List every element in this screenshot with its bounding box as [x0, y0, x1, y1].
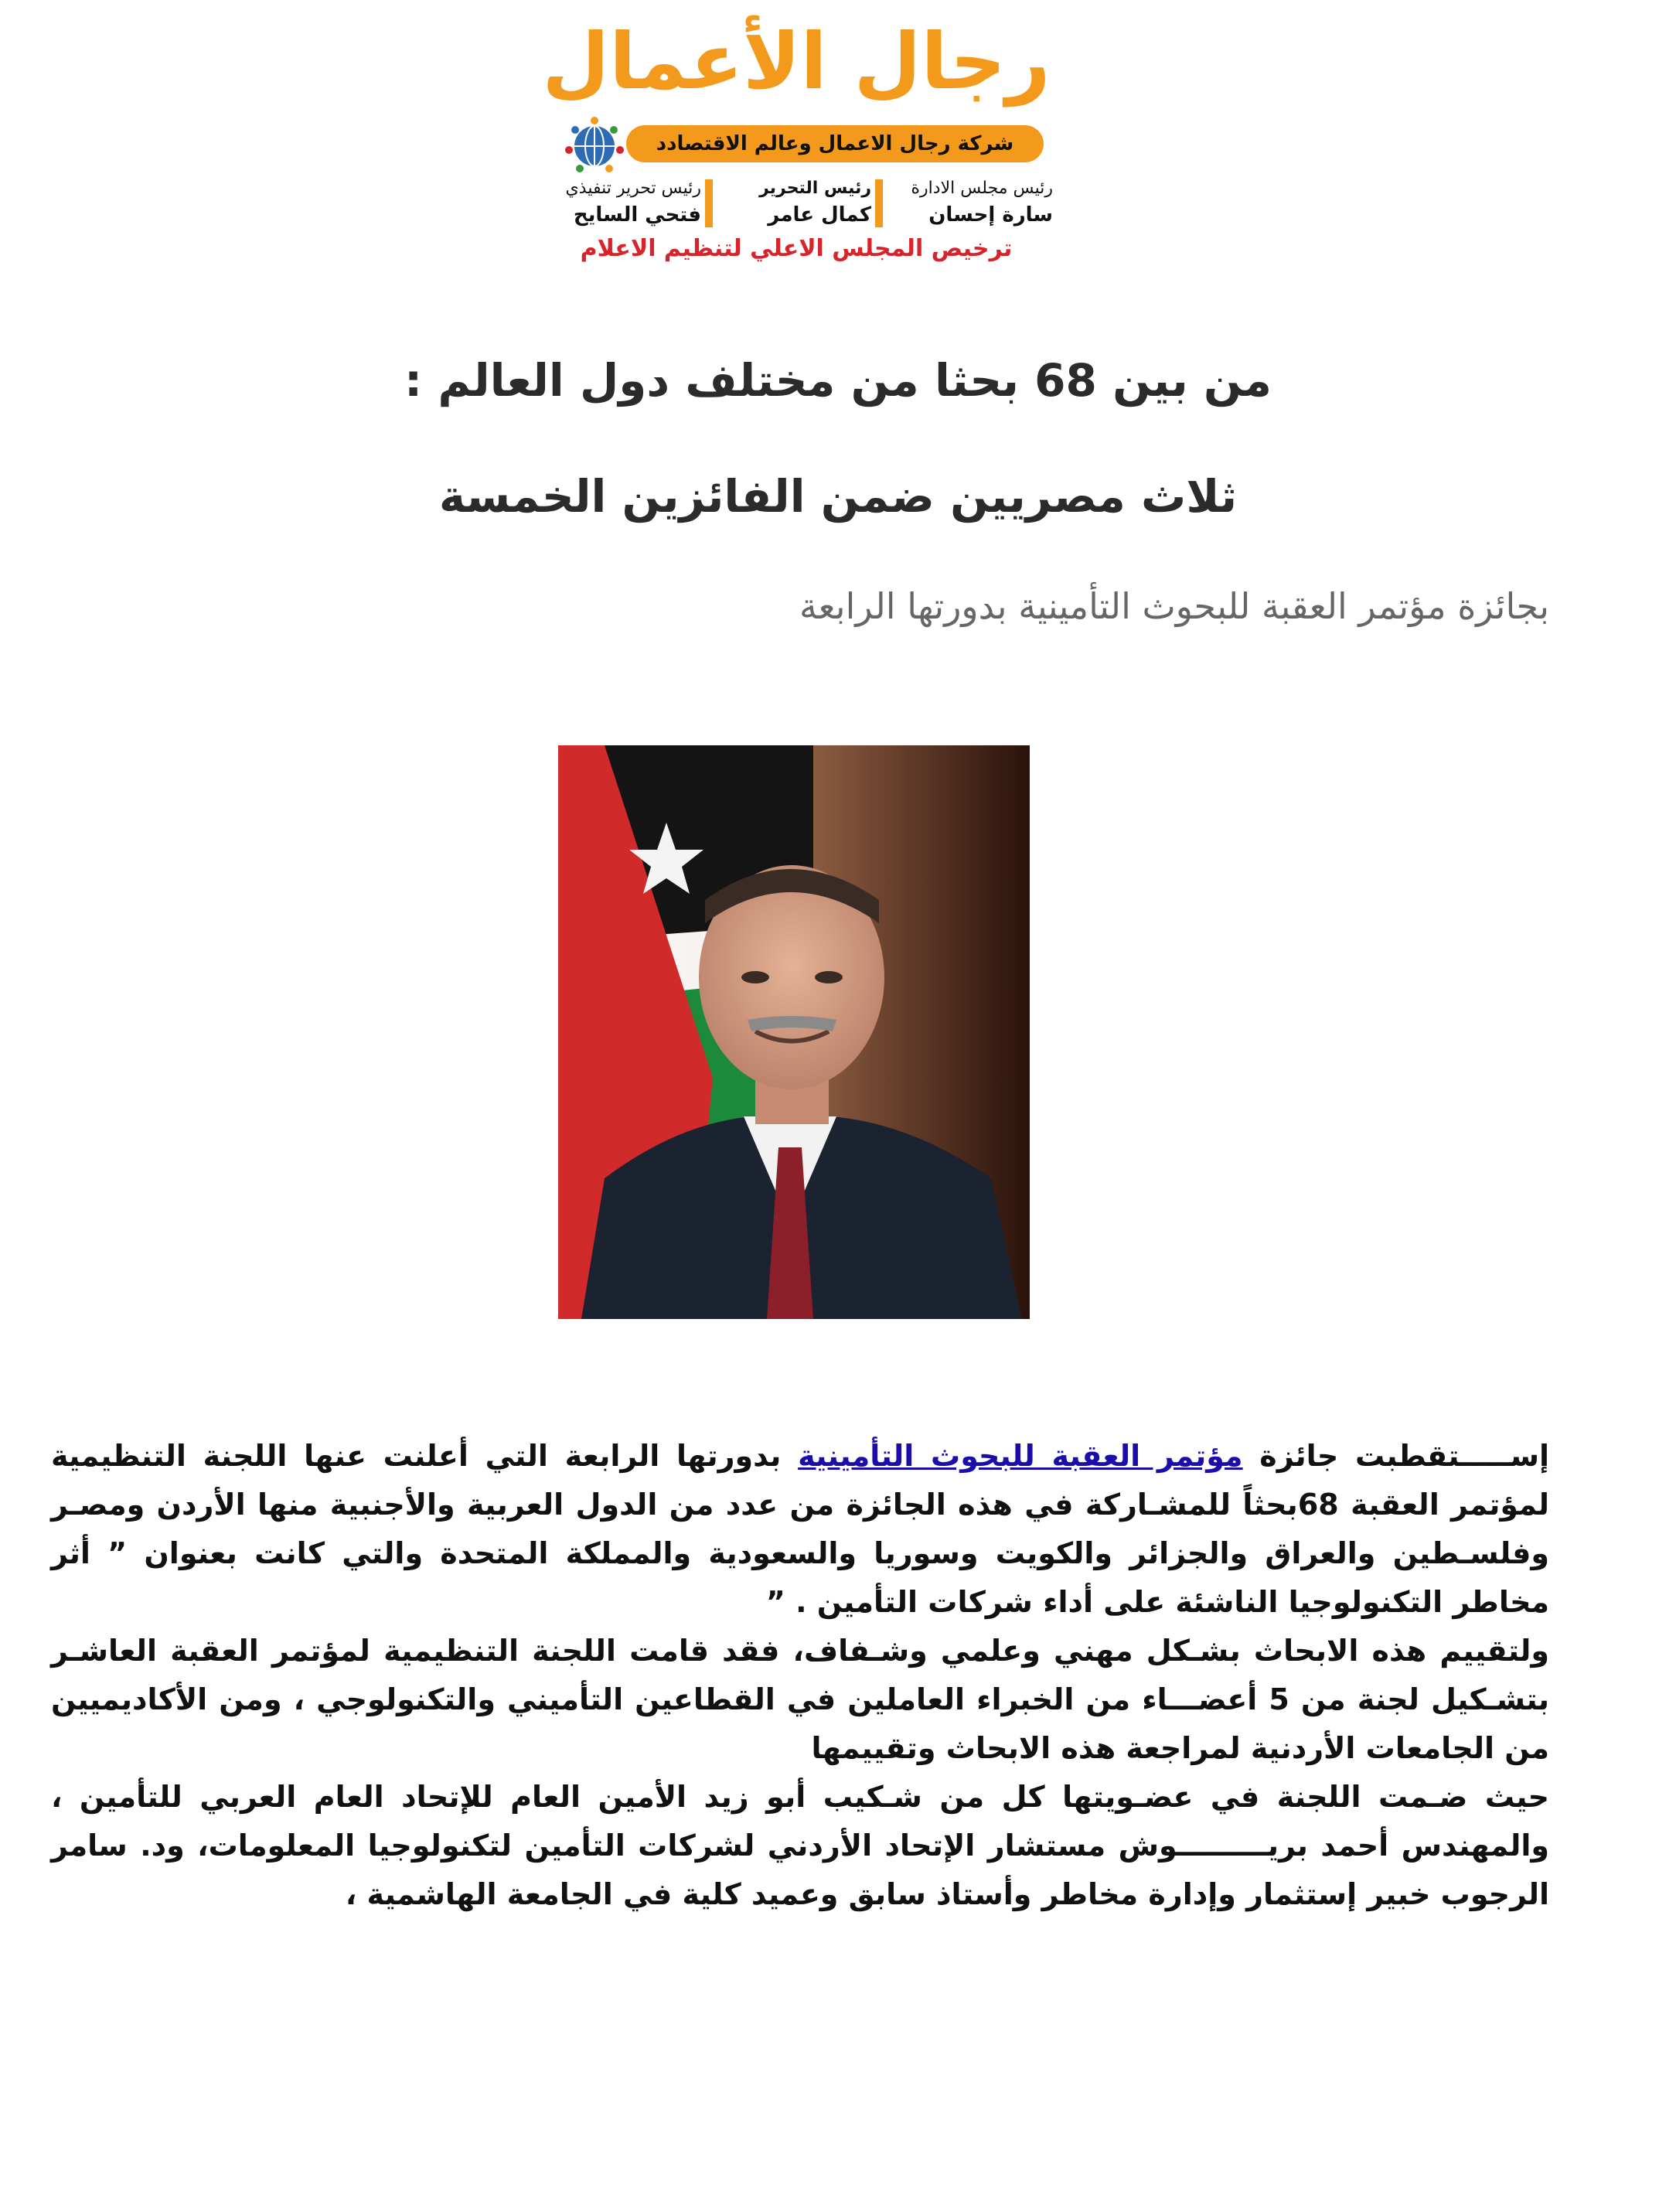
brand-logo-text: رجال الأعمال [542, 16, 1051, 107]
body-paragraph [51, 1432, 1549, 1627]
masthead [533, 15, 1059, 263]
staff-executive-editor [540, 176, 701, 230]
globe-people-icon [563, 114, 626, 178]
staff-divider [875, 179, 883, 227]
headline-line-2: ثلاث مصريين ضمن الفائزين الخمسة [438, 470, 1238, 523]
staff-role: رئيس مجلس الادارة [911, 179, 1053, 198]
conference-link[interactable]: مؤتمر العقبة للبحوث التأمينية [798, 1439, 1243, 1473]
headline-line-1: من بين 68 بحثا من مختلف دول العالم : [404, 354, 1272, 407]
article-body [51, 1432, 1549, 1919]
article-photo [558, 745, 1030, 1319]
staff-name: فتحي السايح [573, 203, 701, 227]
staff-divider [705, 179, 713, 227]
staff-credits [540, 176, 1053, 230]
tagline-banner: شركة رجال الاعمال وعالم الاقتصادد [626, 125, 1044, 162]
body-paragraph: حيث ضـمت اللجنة في عضـويتها كل من شـكيب أبو زيد الأمين العام للإتحاد العام العربي للتأمين ، والمهندس أحمد بريـــــــــوش مستشار الإتحاد الأردني لشركات التأمين لتكنولوجيا المعلومات، ود. سامر الرجوب خبير إستثمار وإدارة مخاطر وأستاذ سابق وعميد كلية في الجامعة الهاشمية ، [51, 1780, 1549, 1911]
subheadline: بجائزة مؤتمر العقبة للبحوث التأمينية بدورتها الرابعة [799, 585, 1549, 627]
staff-role: رئيس تحرير تنفيذي [565, 179, 701, 198]
staff-chairman [887, 176, 1053, 230]
paragraph-text: إســـــتقطبت جائزة [1242, 1439, 1549, 1473]
staff-name: سارة إحسان [928, 203, 1053, 227]
staff-role: رئيس التحرير [759, 179, 871, 198]
license-notice: ترخيص المجلس الاعلي لتنظيم الاعلام [580, 235, 1013, 262]
staff-name: كمال عامر [768, 203, 871, 227]
paragraph-text: بدورتها الرابعة التي أعلنت عنها اللجنة التنظيمية لمؤتمر العقبة 68بحثاً للمشـاركة في هذه الجائزة من عدد من الدول العربية والأجنبية منها الأردن ومصـر وفلسـطين والعراق والجزائر والكويت وسوريا والسعودية والمملكة المتحدة والتي كانت بعنوان ” أثر مخاطر التكنولوجيا الناشئة على أداء شركات التأمين . ” [51, 1439, 1549, 1619]
body-paragraph: ولتقييم هذه الابحاث بشـكل مهني وعلمي وشـفاف، فقد قامت اللجنة التنظيمية لمؤتمر العقبة العاشـر بتشـكيل لجنة من 5 أعضـــاء من الخبراء العاملين في القطاعين التأميني والتكنولوجي ، ومن الأكاديميين من الجامعات الأردنية لمراجعة هذه الابحاث وتقييمها [51, 1634, 1549, 1765]
staff-editor-in-chief [717, 176, 871, 230]
